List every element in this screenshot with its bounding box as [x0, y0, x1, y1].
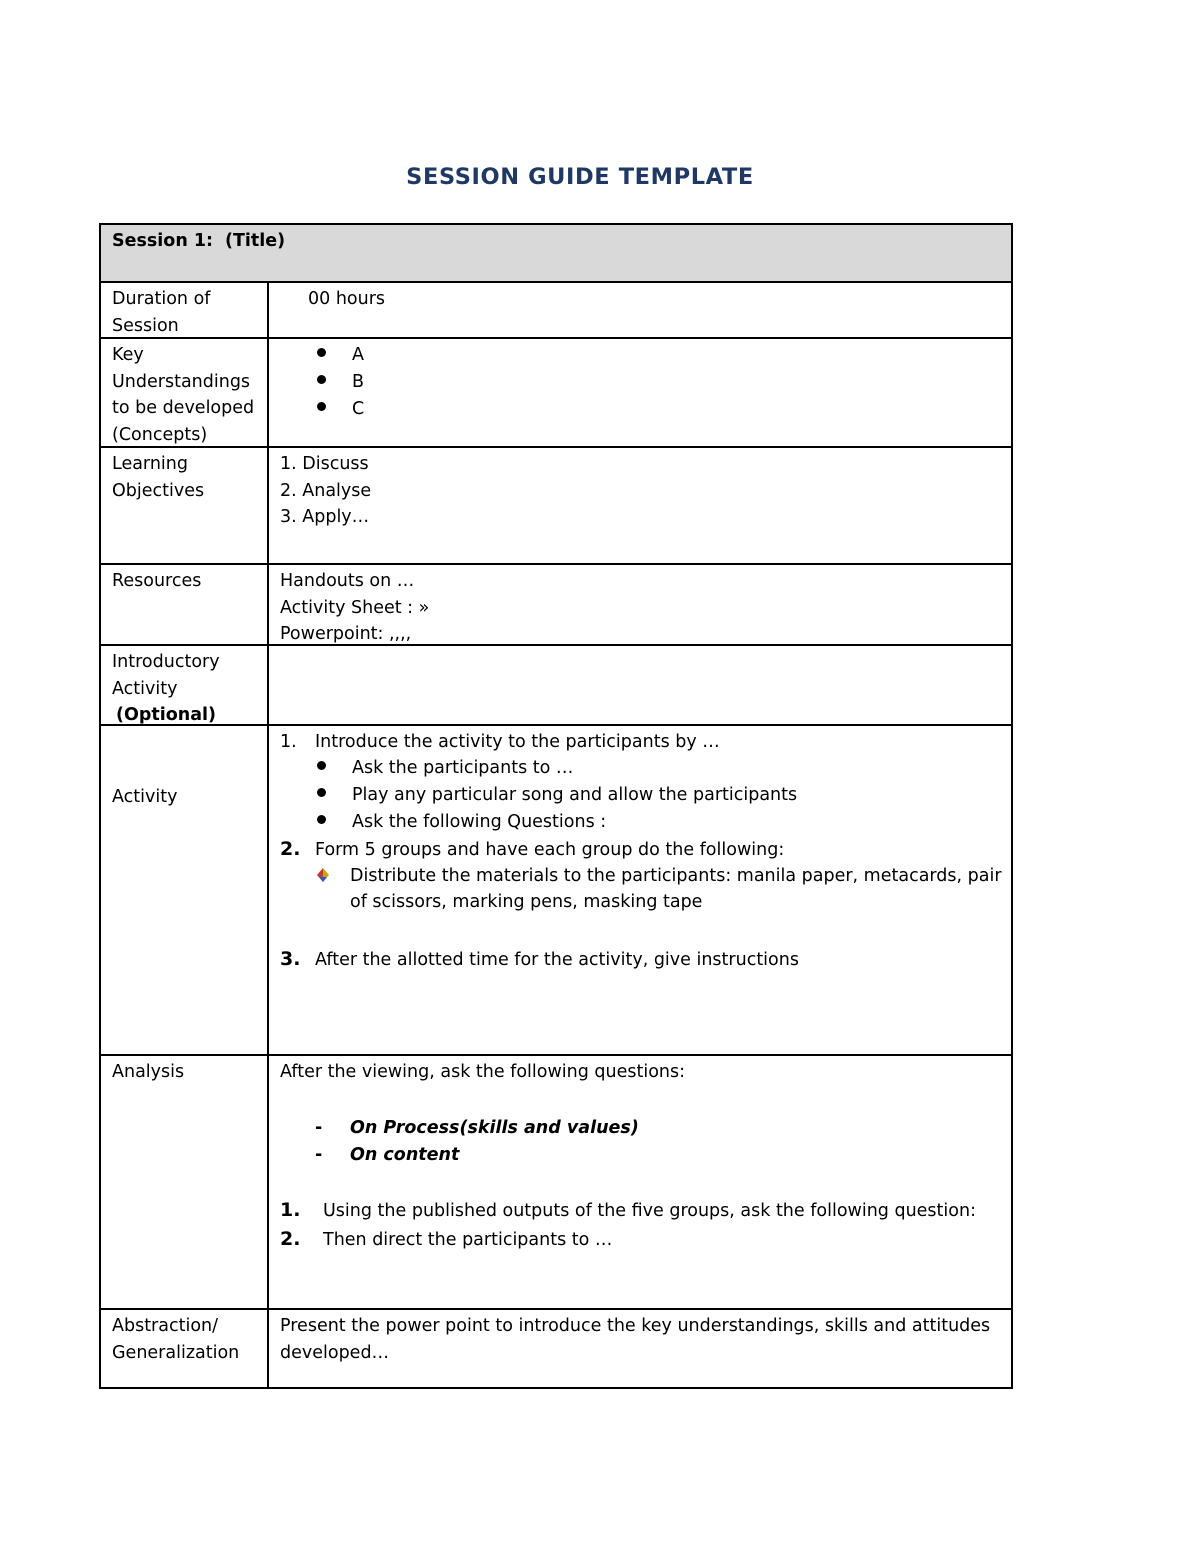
- dash-marker: -: [315, 1118, 323, 1138]
- bullet-dot: [317, 348, 326, 357]
- analysis-dash-item: On Process(skills and values): [350, 1118, 639, 1138]
- activity-step: After the allotted time for the activity, give instructions: [315, 950, 799, 970]
- key-understandings-label: [101, 339, 269, 446]
- resources-row: [101, 563, 1011, 644]
- analysis-item: Using the published outputs of the five groups, ask the following question:: [323, 1201, 976, 1221]
- duration-value-cell: [269, 283, 1011, 337]
- intro-cell: [269, 646, 1011, 724]
- dash-marker: -: [315, 1145, 323, 1165]
- step-number: 2.: [280, 838, 301, 860]
- key-item: C: [352, 399, 365, 419]
- key-label-line: (Concepts): [112, 424, 208, 445]
- duration-label-line: Duration of: [112, 289, 211, 309]
- activity-bullet: Ask the following Questions :: [352, 812, 607, 832]
- step-number: 3.: [280, 948, 301, 970]
- analysis-item: Then direct the participants to …: [323, 1230, 613, 1250]
- intro-optional-label: (Optional): [116, 705, 217, 725]
- activity-bullet: Ask the participants to …: [352, 758, 574, 778]
- introductory-activity-row: [101, 644, 1011, 724]
- bullet-dot: [317, 402, 326, 411]
- analysis-intro: After the viewing, ask the following questions:: [280, 1062, 686, 1082]
- activity-sub-item: Distribute the materials to the participants: manila paper, metacards, pair: [350, 866, 1002, 886]
- activity-cell: [269, 726, 1011, 1054]
- activity-bullet: Play any particular song and allow the participants: [352, 785, 798, 805]
- resources-cell: [269, 565, 1011, 644]
- intro-label-line: Activity: [112, 678, 178, 699]
- resources-label: Resources: [101, 565, 269, 644]
- resource-item: Powerpoint: ,,,,: [280, 624, 412, 644]
- activity-sub-item: of scissors, marking pens, masking tape: [350, 892, 703, 912]
- resource-item: Activity Sheet : »: [280, 597, 430, 618]
- objectives-label: [101, 448, 269, 563]
- document-title: SESSION GUIDE TEMPLATE: [406, 164, 754, 190]
- intro-label-line: Introductory: [112, 652, 220, 672]
- arrow-bullet-icon: [315, 867, 331, 883]
- intro-label: [101, 646, 269, 724]
- abstraction-cell: [269, 1310, 1011, 1389]
- bullet-dot: [317, 375, 326, 384]
- analysis-number: 2.: [280, 1228, 301, 1250]
- activity-label: Activity: [112, 787, 178, 807]
- session-title: (Title): [225, 231, 286, 251]
- duration-label: [101, 283, 269, 337]
- key-understandings-cell: [269, 339, 1011, 446]
- analysis-row: [101, 1054, 1011, 1308]
- abstraction-text: developed…: [280, 1342, 390, 1363]
- activity-step: Introduce the activity to the participants by …: [315, 732, 720, 752]
- abstraction-label: [101, 1310, 269, 1389]
- objectives-cell: [269, 448, 1011, 563]
- activity-row: [101, 724, 1011, 1054]
- resource-item: Handouts on …: [280, 571, 415, 591]
- session-table: [99, 223, 1013, 1389]
- key-item: A: [352, 345, 364, 365]
- session-label: Session 1:: [112, 231, 214, 251]
- abstraction-text: Present the power point to introduce the key understandings, skills and attitudes: [280, 1316, 991, 1336]
- objective-item: 1. Discuss: [280, 454, 369, 474]
- objectives-label-line: Objectives: [112, 480, 205, 501]
- key-label-line: to be developed: [112, 398, 255, 418]
- abstraction-row: [101, 1308, 1011, 1389]
- key-item: B: [352, 372, 365, 392]
- duration-label-line: Session: [112, 315, 179, 336]
- analysis-number: 1.: [280, 1199, 301, 1221]
- bullet-dot: [317, 761, 326, 770]
- objective-item: 2. Analyse: [280, 480, 372, 501]
- objectives-label-line: Learning: [112, 454, 188, 474]
- abstraction-label-line: Generalization: [112, 1342, 240, 1363]
- key-label-line: Key: [112, 345, 144, 365]
- key-understandings-row: [101, 337, 1011, 446]
- bullet-dot: [317, 788, 326, 797]
- analysis-label: Analysis: [101, 1056, 269, 1308]
- objective-item: 3. Apply…: [280, 507, 370, 527]
- abstraction-label-line: Abstraction/: [112, 1316, 219, 1336]
- bullet-dot: [317, 815, 326, 824]
- key-label-line: Understandings: [112, 371, 251, 392]
- duration-row: [101, 281, 1011, 337]
- duration-value: 00 hours: [308, 289, 386, 309]
- analysis-cell: [269, 1056, 1011, 1308]
- learning-objectives-row: [101, 446, 1011, 563]
- step-number: 1.: [280, 732, 297, 752]
- activity-label-cell: [101, 726, 269, 1054]
- session-header-row: [101, 225, 1011, 281]
- analysis-dash-item: On content: [350, 1145, 460, 1165]
- activity-step: Form 5 groups and have each group do the following:: [315, 840, 785, 860]
